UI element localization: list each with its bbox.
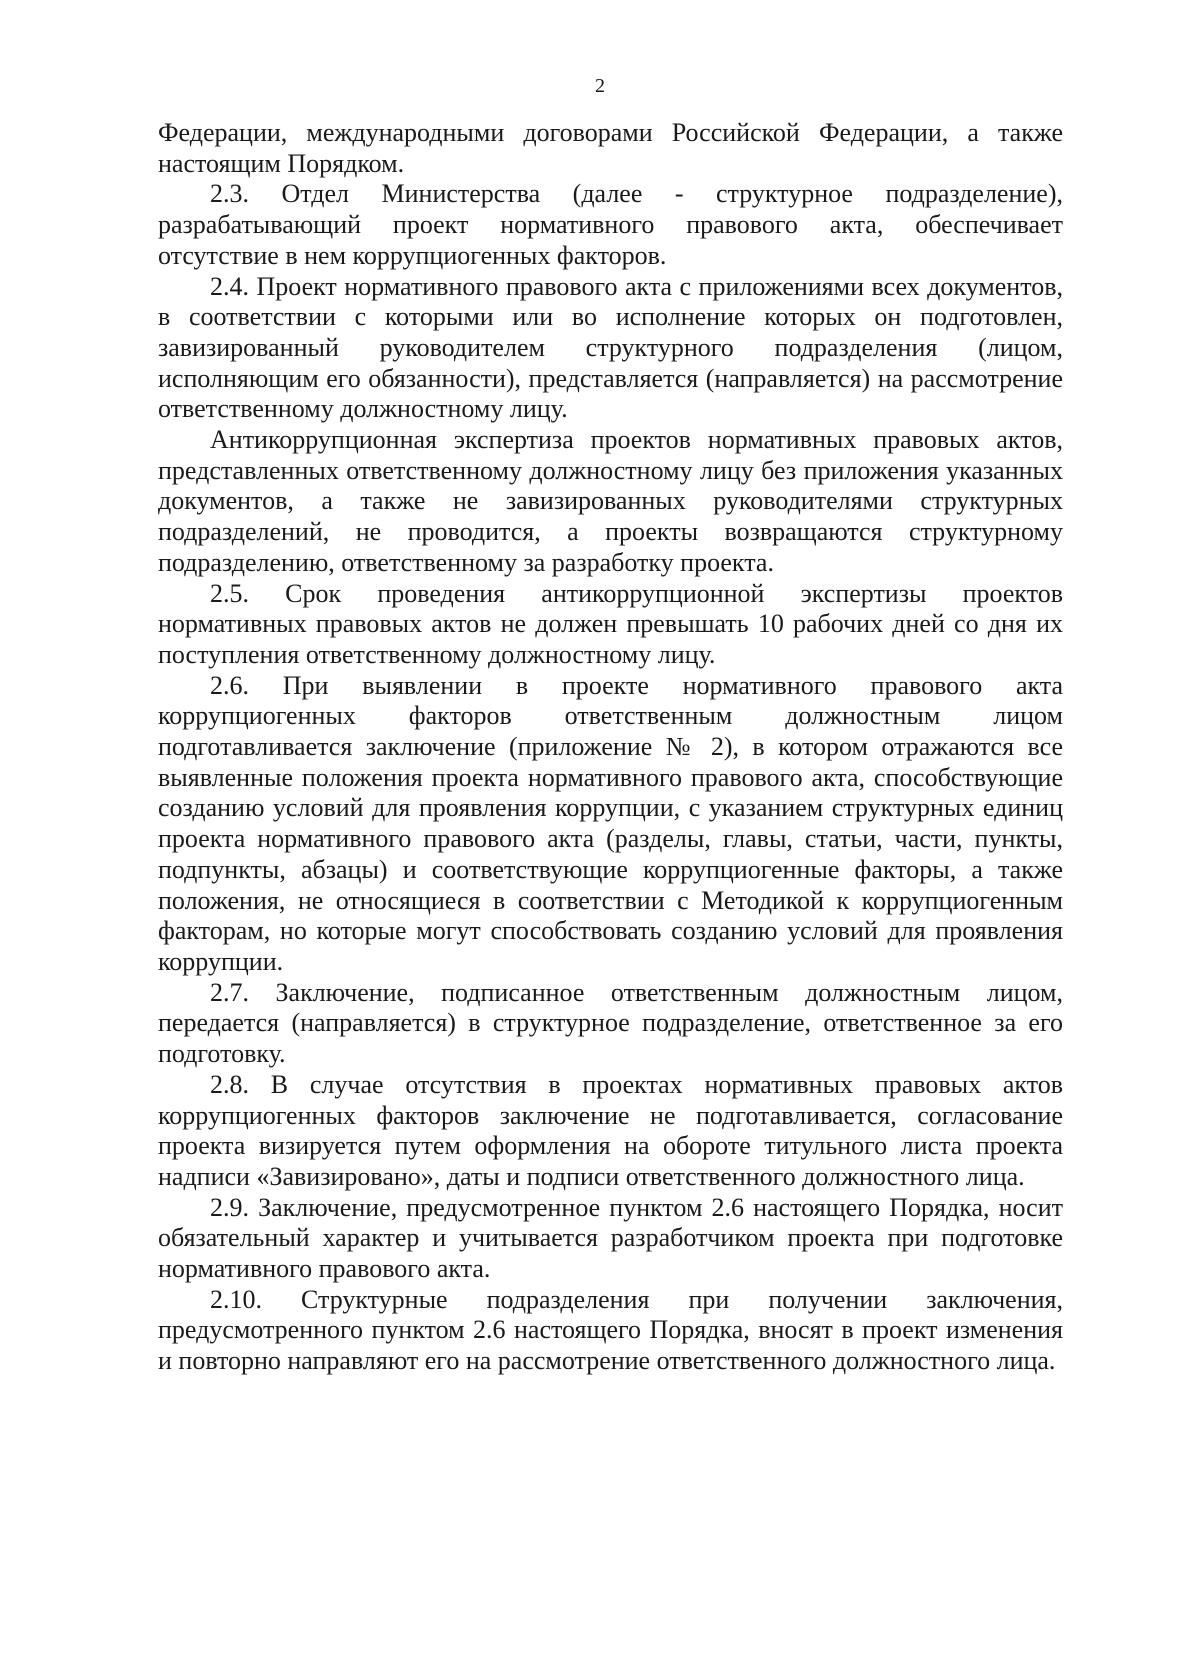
paragraph-2-4: 2.4. Проект нормативного правового акта с приложениями всех документов, в соответствии с которыми или во исполнение которых он подготовлен, завизированный руководителем структурного подразделения (лицом, исполняющим его обязанности), представляется (направляется) на рассмотрение ответственному должностному лицу. [158, 271, 1063, 424]
document-body [158, 118, 1063, 1377]
paragraph-2-7: 2.7. Заключение, подписанное ответственным должностным лицом, передается (направляется) в структурное подразделение, ответственное за его подготовку. [158, 977, 1063, 1069]
paragraph-2-9: 2.9. Заключение, предусмотренное пунктом 2.6 настоящего Порядка, носит обязательный характер и учитывается разработчиком проекта при подготовке нормативного правового акта. [158, 1192, 1063, 1284]
page-number: 2 [595, 75, 605, 97]
paragraph-anticorruption-expertise: Антикоррупционная экспертиза проектов нормативных правовых актов, представленных ответственному должностному лицу без приложения указанных документов, а также не завизированных руководителями структурных подразделений, не проводится, а проекты возвращаются структурному подразделению, ответственному за разработку проекта. [158, 425, 1063, 577]
paragraph-continuation: Федерации, международными договорами Российской Федерации, а также настоящим Порядком. [158, 118, 1063, 178]
paragraph-2-8: 2.8. В случае отсутствия в проектах нормативных правовых актов коррупциогенных факторов заключение не подготавливается, согласование проекта визируется путем оформления на обороте титульного листа проекта надписи «Завизировано», даты и подписи ответственного должностного лица. [158, 1069, 1063, 1191]
paragraph-2-3: 2.3. Отдел Министерства (далее - структурное подразделение), разрабатывающий проект нормативного правового акта, обеспечивает отсутствие в нем коррупциогенных факторов. [158, 179, 1063, 270]
paragraph-2-10: 2.10. Структурные подразделения при получении заключения, предусмотренного пунктом 2.6 настоящего Порядка, вносят в проект изменения и повторно направляют его на рассмотрение ответственного должностного лица. [158, 1284, 1063, 1376]
paragraph-2-6: 2.6. При выявлении в проекте нормативного правового акта коррупциогенных факторов ответственным должностным лицом подготавливается заключение (приложение № 2), в котором отражаются все выявленные положения проекта нормативного правового акта, способствующие созданию условий для проявления коррупции, с указанием структурных единиц проекта нормативного правового акта (разделы, главы, статьи, части, пункты, подпункты, абзацы) и соответствующие коррупциогенные факторы, а также положения, не относящиеся в соответствии с Методикой к коррупциогенным факторам, но которые могут способствовать созданию условий для проявления коррупции. [158, 670, 1063, 976]
paragraph-2-5: 2.5. Срок проведения антикоррупционной экспертизы проектов нормативных правовых актов не должен превышать 10 рабочих дней со дня их поступления ответственному должностному лицу. [158, 578, 1063, 669]
